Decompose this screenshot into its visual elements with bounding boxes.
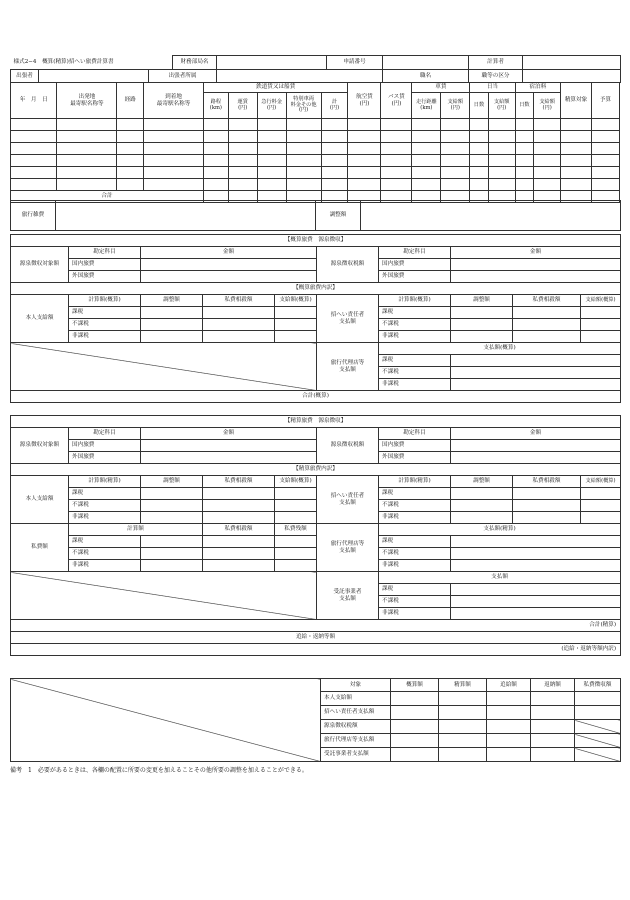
adjust-label: 調整額 bbox=[316, 201, 361, 231]
foreign-label: 外国旅費 bbox=[69, 452, 141, 464]
domestic-label: 国内旅費 bbox=[69, 259, 141, 271]
total-settle-label: 合計(精算) bbox=[11, 620, 621, 632]
pay-settle-subheader: 支払額(精算) bbox=[379, 524, 621, 536]
rail-total-header: 計 (円) bbox=[321, 93, 348, 119]
amount-header: 金額 bbox=[451, 428, 621, 440]
lodging-days-header: 日数 bbox=[515, 93, 534, 119]
position-label: 職名 bbox=[383, 70, 469, 83]
exempt-label: 非課税 bbox=[379, 331, 451, 343]
pay-est-subheader: 支払額(概算) bbox=[379, 343, 621, 355]
est-self-pay-label: 本人支給額 bbox=[11, 295, 69, 343]
route-header: 経路 bbox=[117, 83, 144, 119]
itinerary-row[interactable] bbox=[11, 179, 620, 191]
car-amount-header: 支給額 (円) bbox=[441, 93, 470, 119]
lodging-group-header: 宿泊料 bbox=[515, 83, 560, 93]
nontaxable-label: 不課税 bbox=[69, 548, 141, 560]
arrive-header: 到着地 最寄駅名称等 bbox=[144, 83, 204, 119]
calc-est-header: 計算額(概算) bbox=[69, 295, 141, 307]
daily-group-header: 日当 bbox=[470, 83, 515, 93]
adjust-header: 調整額 bbox=[141, 295, 203, 307]
account-header: 勘定科目 bbox=[379, 247, 451, 259]
traveler-field[interactable] bbox=[39, 70, 149, 83]
itinerary-row[interactable] bbox=[11, 155, 620, 167]
est-withholding-tax-label: 源泉徴収税額 bbox=[317, 247, 379, 283]
offset-header: 私費相殺額 bbox=[513, 295, 581, 307]
request-no-label: 申請番号 bbox=[327, 56, 383, 70]
adjust-header: 調整額 bbox=[451, 295, 513, 307]
pay-est-header: 支給額(概算) bbox=[275, 295, 317, 307]
amount-header: 金額 bbox=[451, 247, 621, 259]
refund-row-label: 本人支給額 bbox=[321, 692, 391, 706]
calculator-field[interactable] bbox=[523, 56, 621, 70]
settlement-table bbox=[10, 415, 621, 656]
exempt-label: 非課税 bbox=[69, 512, 141, 524]
refund-row-label: 旅行代理店等支払額 bbox=[321, 734, 391, 748]
total-est-label: 合計(概算) bbox=[11, 391, 621, 403]
refund-table bbox=[10, 678, 621, 762]
nontaxable-label: 不課税 bbox=[379, 596, 451, 608]
account-header: 勘定科目 bbox=[69, 247, 141, 259]
itinerary-row[interactable] bbox=[11, 119, 620, 131]
refund-private-header: 私費徴収額 bbox=[575, 679, 621, 692]
diagonal-blank bbox=[11, 572, 317, 620]
settle-header: 精算対象 bbox=[561, 83, 592, 119]
calculator-label: 計算者 bbox=[469, 56, 523, 70]
travel-misc-label: 旅行雑費 bbox=[11, 201, 56, 231]
rail-group-header: 鉄道賃又は船賃 bbox=[203, 83, 347, 93]
depart-header: 出発地 最寄駅名称等 bbox=[57, 83, 117, 119]
offset-header: 私費相殺額 bbox=[203, 476, 275, 488]
settlement-detail-title: 【精算旅費内訳】 bbox=[11, 464, 621, 476]
traveler-label: 出張者 bbox=[11, 70, 39, 83]
private-label: 私費額 bbox=[11, 524, 69, 572]
refund-additional-header: 追給額 bbox=[487, 679, 531, 692]
est-agency-pay-label: 旅行代理店等 支払額 bbox=[317, 343, 379, 391]
grade-field[interactable] bbox=[523, 70, 621, 83]
footnote: 備考 1 必要があるときは、各欄の配置に所要の変更を加えることその他所要の調整を加えることができる。 bbox=[10, 767, 308, 774]
estimate-withholding-title: 【概算旅費 源泉徴収】 bbox=[11, 235, 621, 247]
adjust-header: 調整額 bbox=[451, 476, 513, 488]
refund-return-header: 返納額 bbox=[531, 679, 575, 692]
offset-header: 私費相殺額 bbox=[203, 524, 275, 536]
domestic-label: 国内旅費 bbox=[379, 259, 451, 271]
set-withholding-tax-label: 源泉徴収税額 bbox=[317, 428, 379, 464]
date-header: 年 月 日 bbox=[11, 83, 57, 119]
taxable-label: 課税 bbox=[69, 307, 141, 319]
distance-header: 路程 (km) bbox=[203, 93, 228, 119]
request-no-field[interactable] bbox=[383, 56, 469, 70]
exempt-label: 非課税 bbox=[69, 560, 141, 572]
settlement-withholding-title: 【精算旅費 源泉徴収】 bbox=[11, 416, 621, 428]
offset-header: 私費相殺額 bbox=[203, 295, 275, 307]
misc-table bbox=[10, 200, 621, 231]
itinerary-table bbox=[10, 82, 620, 203]
refund-estimate-header: 概算額 bbox=[391, 679, 439, 692]
nontaxable-label: 不課税 bbox=[69, 319, 141, 331]
refund-row-label: 招へい責任者支払額 bbox=[321, 706, 391, 720]
itinerary-total-label: 合計 bbox=[11, 191, 204, 203]
taxable-label: 課税 bbox=[379, 488, 451, 500]
contractor-pay-label: 受託事業者 支払額 bbox=[317, 572, 379, 620]
set-invitee-pay-label: 招へい責任者 支払額 bbox=[317, 476, 379, 524]
estimate-detail-title: 【概算旅費内訳】 bbox=[11, 283, 621, 295]
exempt-label: 非課税 bbox=[379, 608, 451, 620]
calc-est-header: 計算額(概算) bbox=[379, 295, 451, 307]
bus-header: バス賃 (円) bbox=[381, 83, 412, 119]
grade-label: 職等の区分 bbox=[469, 70, 523, 83]
car-distance-header: 走行距離 (km) bbox=[412, 93, 441, 119]
diagonal-blank bbox=[11, 343, 317, 391]
traveler-org-field[interactable] bbox=[217, 70, 383, 83]
nontaxable-label: 不課税 bbox=[69, 500, 141, 512]
nontaxable-label: 不課税 bbox=[379, 319, 451, 331]
special-header: 特別車両 料金その他 (円) bbox=[286, 93, 321, 119]
air-header: 航空賃 (円) bbox=[348, 83, 381, 119]
bureau-field[interactable] bbox=[217, 56, 327, 70]
adjust-header: 調整額 bbox=[141, 476, 203, 488]
pay-est-header: 支給額(概算) bbox=[275, 476, 317, 488]
estimate-table bbox=[10, 234, 621, 403]
daily-amount-header: 支給額 (円) bbox=[488, 93, 515, 119]
nontaxable-label: 不課税 bbox=[379, 500, 451, 512]
diagonal-blank bbox=[11, 679, 321, 762]
lodging-amount-header: 支給額 (円) bbox=[534, 93, 561, 119]
domestic-label: 国内旅費 bbox=[379, 440, 451, 452]
exempt-label: 非課税 bbox=[379, 512, 451, 524]
taxable-label: 課税 bbox=[379, 307, 451, 319]
bureau-label: 財務部局名 bbox=[173, 56, 217, 70]
taxable-label: 課税 bbox=[69, 536, 141, 548]
refund-settle-header: 精算額 bbox=[439, 679, 487, 692]
refund-row-label: 源泉徴収税額 bbox=[321, 720, 391, 734]
daily-days-header: 日数 bbox=[470, 93, 489, 119]
fare-header: 運賃 (円) bbox=[228, 93, 257, 119]
foreign-label: 外国旅費 bbox=[69, 271, 141, 283]
set-self-pay-label: 本人支給額 bbox=[11, 476, 69, 524]
amount-header: 金額 bbox=[141, 247, 317, 259]
pay-est-header: 支給額(概算) bbox=[581, 295, 621, 307]
traveler-org-label: 出張者所属 bbox=[149, 70, 217, 83]
exempt-label: 非課税 bbox=[379, 560, 451, 572]
nontaxable-label: 不課税 bbox=[379, 548, 451, 560]
itinerary-row[interactable] bbox=[11, 131, 620, 143]
set-agency-pay-label: 旅行代理店等 支払額 bbox=[317, 524, 379, 572]
refund-label: 追給・返納等額 bbox=[11, 632, 621, 644]
refund-row-label: 受託事業者支払額 bbox=[321, 748, 391, 762]
car-group-header: 車賃 bbox=[412, 83, 470, 93]
remainder-header: 私費残額 bbox=[275, 524, 317, 536]
foreign-label: 外国旅費 bbox=[379, 271, 451, 283]
taxable-label: 課税 bbox=[379, 584, 451, 596]
adjust-field[interactable] bbox=[361, 201, 621, 231]
taxable-label: 課税 bbox=[379, 355, 451, 367]
express-header: 急行料金 (円) bbox=[257, 93, 286, 119]
amount-header: 金額 bbox=[141, 428, 317, 440]
est-invitee-pay-label: 招へい責任者 支払額 bbox=[317, 295, 379, 343]
nontaxable-label: 不課税 bbox=[379, 367, 451, 379]
est-withholding-target-label: 源泉徴収対象額 bbox=[11, 247, 69, 283]
calc-settle-header: 計算額(精算) bbox=[69, 476, 141, 488]
offset-header: 私費相殺額 bbox=[513, 476, 581, 488]
refund-target-header: 対象 bbox=[321, 679, 391, 692]
domestic-label: 国内旅費 bbox=[69, 440, 141, 452]
refund-detail-label: (追給・返納等額内訳) bbox=[11, 644, 621, 656]
taxable-label: 課税 bbox=[69, 488, 141, 500]
taxable-label: 課税 bbox=[379, 536, 451, 548]
account-header: 勘定科目 bbox=[379, 428, 451, 440]
header-table bbox=[10, 55, 621, 83]
itinerary-row[interactable] bbox=[11, 167, 620, 179]
calc-header: 計算額 bbox=[69, 524, 203, 536]
set-withholding-target-label: 源泉徴収対象額 bbox=[11, 428, 69, 464]
itinerary-row[interactable] bbox=[11, 143, 620, 155]
exempt-label: 非課税 bbox=[69, 331, 141, 343]
foreign-label: 外国旅費 bbox=[379, 452, 451, 464]
pay-est-header: 支給額(概算) bbox=[581, 476, 621, 488]
form-title: 様式2−4 概算(精算)招へい旅費計算書 bbox=[13, 59, 114, 66]
exempt-label: 非課税 bbox=[379, 379, 451, 391]
calc-settle-header: 計算額(精算) bbox=[379, 476, 451, 488]
travel-misc-field[interactable] bbox=[56, 201, 316, 231]
account-header: 勘定科目 bbox=[69, 428, 141, 440]
pay-subheader: 支払額 bbox=[379, 572, 621, 584]
budget-header: 予算 bbox=[591, 83, 619, 119]
